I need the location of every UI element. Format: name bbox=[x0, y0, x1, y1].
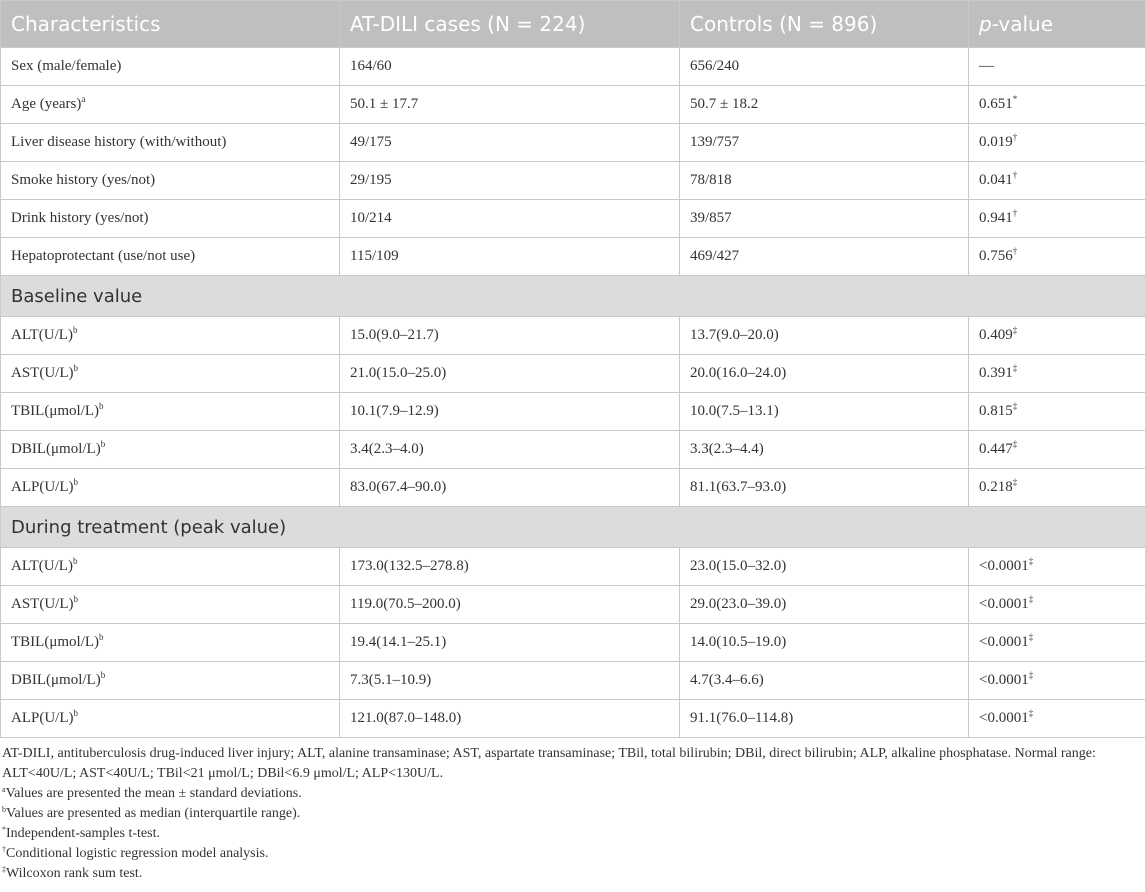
p-value-text: <0.0001 bbox=[979, 596, 1029, 612]
controls-value bbox=[680, 200, 969, 238]
p-value-footnote-mark: ‡ bbox=[1012, 401, 1018, 411]
p-value bbox=[969, 86, 1145, 124]
row-label-text: DBIL(μmol/L) bbox=[11, 672, 101, 688]
controls-value-text: 656/240 bbox=[690, 58, 740, 74]
cases-value-text: 49/175 bbox=[350, 134, 392, 150]
p-value bbox=[969, 355, 1145, 393]
p-value-text: 0.041 bbox=[979, 172, 1013, 188]
cases-value-text: 173.0(132.5–278.8) bbox=[350, 558, 469, 574]
row-label-footnote-mark: b bbox=[73, 708, 78, 718]
section-header-baseline-label: Baseline value bbox=[1, 276, 1145, 317]
row-label bbox=[1, 317, 340, 355]
footnote-star bbox=[2, 824, 1143, 844]
p-value bbox=[969, 317, 1145, 355]
controls-value-text: 81.1(63.7–93.0) bbox=[690, 479, 787, 495]
controls-value bbox=[680, 469, 969, 507]
p-value-footnote-mark: † bbox=[1012, 208, 1018, 218]
table-header-row bbox=[1, 1, 1145, 48]
header-p-value bbox=[969, 1, 1145, 48]
controls-value-text: 50.7 ± 18.2 bbox=[690, 96, 759, 112]
p-value-text: <0.0001 bbox=[979, 710, 1029, 726]
cases-value bbox=[340, 393, 680, 431]
cases-value bbox=[340, 238, 680, 276]
p-value-footnote-mark: ‡ bbox=[1012, 477, 1018, 487]
row-label-text: Hepatoprotectant (use/not use) bbox=[11, 248, 196, 264]
table-row bbox=[1, 86, 1145, 124]
table-row bbox=[1, 48, 1145, 86]
p-value-footnote-mark: ‡ bbox=[1012, 325, 1018, 335]
row-label-footnote-mark: b bbox=[73, 363, 78, 373]
table-row bbox=[1, 548, 1145, 586]
cases-value bbox=[340, 162, 680, 200]
controls-value bbox=[680, 431, 969, 469]
row-label-text: Liver disease history (with/without) bbox=[11, 134, 227, 150]
p-value-footnote-mark: ‡ bbox=[1028, 708, 1034, 718]
cases-value bbox=[340, 548, 680, 586]
p-value-text: <0.0001 bbox=[979, 672, 1029, 688]
row-label bbox=[1, 624, 340, 662]
row-label bbox=[1, 86, 340, 124]
row-label-text: ALT(U/L) bbox=[11, 558, 73, 574]
p-value-text: 0.447 bbox=[979, 441, 1013, 457]
row-label-text: TBIL(μmol/L) bbox=[11, 634, 100, 650]
table-row bbox=[1, 393, 1145, 431]
row-label-footnote-mark: a bbox=[81, 94, 86, 104]
cases-value bbox=[340, 200, 680, 238]
table-row bbox=[1, 662, 1145, 700]
p-value-text: 0.218 bbox=[979, 479, 1013, 495]
cases-value bbox=[340, 662, 680, 700]
controls-value bbox=[680, 355, 969, 393]
header-p-italic: p bbox=[979, 12, 992, 36]
p-value-footnote-mark: ‡ bbox=[1012, 439, 1018, 449]
table-row bbox=[1, 124, 1145, 162]
p-value-footnote-mark: * bbox=[1012, 94, 1018, 104]
row-label-footnote-mark: b bbox=[72, 556, 78, 566]
row-label bbox=[1, 662, 340, 700]
footnote-b-text: Values are presented as median (interquartile range). bbox=[6, 806, 301, 821]
row-label-footnote-mark: b bbox=[73, 477, 78, 487]
cases-value bbox=[340, 431, 680, 469]
controls-value-text: 78/818 bbox=[690, 172, 732, 188]
row-label-footnote-mark: b bbox=[99, 632, 104, 642]
p-value bbox=[969, 393, 1145, 431]
controls-value-text: 23.0(15.0–32.0) bbox=[690, 558, 787, 574]
controls-value bbox=[680, 124, 969, 162]
controls-value bbox=[680, 238, 969, 276]
cases-value-text: 10.1(7.9–12.9) bbox=[350, 403, 439, 419]
row-label bbox=[1, 124, 340, 162]
footnote-dagger-mark: † bbox=[2, 845, 6, 854]
row-label-footnote-mark: b bbox=[72, 325, 78, 335]
row-label bbox=[1, 469, 340, 507]
p-value-text: 0.941 bbox=[979, 210, 1013, 226]
footnote-a bbox=[2, 784, 1143, 804]
p-value-footnote-mark: ‡ bbox=[1028, 670, 1034, 680]
section-header-baseline bbox=[1, 276, 1145, 317]
row-label bbox=[1, 431, 340, 469]
table-row bbox=[1, 317, 1145, 355]
header-p-rest: -value bbox=[991, 12, 1054, 36]
row-label-text: Sex (male/female) bbox=[11, 58, 122, 74]
row-label-text: Smoke history (yes/not) bbox=[11, 172, 156, 188]
cases-value-text: 7.3(5.1–10.9) bbox=[350, 672, 432, 688]
row-label bbox=[1, 238, 340, 276]
cases-value-text: 115/109 bbox=[350, 248, 399, 264]
cases-value bbox=[340, 124, 680, 162]
p-value-text: 0.651 bbox=[979, 96, 1013, 112]
p-value-text: 0.815 bbox=[979, 403, 1013, 419]
footnote-star-mark: * bbox=[2, 825, 6, 834]
cases-value-text: 121.0(87.0–148.0) bbox=[350, 710, 462, 726]
row-label-text: Age (years) bbox=[11, 96, 82, 112]
table-row bbox=[1, 200, 1145, 238]
p-value bbox=[969, 238, 1145, 276]
p-value-footnote-mark: ‡ bbox=[1028, 632, 1034, 642]
row-label-text: TBIL(μmol/L) bbox=[11, 403, 100, 419]
p-value-text: 0.409 bbox=[979, 327, 1013, 343]
p-value-text: 0.019 bbox=[979, 134, 1013, 150]
row-label-text: ALP(U/L) bbox=[11, 479, 74, 495]
cases-value bbox=[340, 317, 680, 355]
p-value-footnote-mark: † bbox=[1012, 246, 1018, 256]
row-label bbox=[1, 700, 340, 738]
p-value bbox=[969, 548, 1145, 586]
controls-value bbox=[680, 393, 969, 431]
cases-value-text: 164/60 bbox=[350, 58, 392, 74]
controls-value bbox=[680, 48, 969, 86]
p-value bbox=[969, 624, 1145, 662]
row-label-footnote-mark: b bbox=[99, 401, 104, 411]
p-value-text: <0.0001 bbox=[979, 634, 1029, 650]
footnote-star-text: Independent-samples t-test. bbox=[6, 826, 160, 841]
row-label-footnote-mark: b bbox=[100, 439, 106, 449]
cases-value-text: 21.0(15.0–25.0) bbox=[350, 365, 447, 381]
controls-value bbox=[680, 548, 969, 586]
table-row bbox=[1, 238, 1145, 276]
controls-value-text: 139/757 bbox=[690, 134, 740, 150]
row-label bbox=[1, 548, 340, 586]
controls-value bbox=[680, 624, 969, 662]
row-label-text: ALP(U/L) bbox=[11, 710, 74, 726]
p-value bbox=[969, 662, 1145, 700]
cases-value bbox=[340, 586, 680, 624]
table-body bbox=[1, 48, 1145, 738]
table-row bbox=[1, 586, 1145, 624]
row-label bbox=[1, 393, 340, 431]
section-header-treatment bbox=[1, 507, 1145, 548]
cases-value bbox=[340, 355, 680, 393]
p-value bbox=[969, 200, 1145, 238]
controls-value-text: 29.0(23.0–39.0) bbox=[690, 596, 787, 612]
footnote-abbreviations: AT-DILI, antituberculosis drug-induced liver injury; ALT, alanine transaminase; AST, aspartate transaminase; TBil, total bilirubin; DBil, direct bilirubin; ALP, alkaline phosphatase. Normal range: ALT<40U/L; AST<40U/L; TBil<21 μmol/L; DBil<6.9 μmol/L; ALP<130U/L. bbox=[2, 746, 1096, 781]
controls-value-text: 39/857 bbox=[690, 210, 732, 226]
footnote-double-dagger bbox=[2, 864, 1143, 884]
controls-value bbox=[680, 662, 969, 700]
p-value-footnote-mark: ‡ bbox=[1028, 594, 1034, 604]
cases-value bbox=[340, 700, 680, 738]
row-label-text: DBIL(μmol/L) bbox=[11, 441, 101, 457]
table-row bbox=[1, 624, 1145, 662]
p-value bbox=[969, 48, 1145, 86]
cases-value bbox=[340, 624, 680, 662]
p-value-text: 0.391 bbox=[979, 365, 1013, 381]
controls-value-text: 91.1(76.0–114.8) bbox=[690, 710, 794, 726]
footnote-dagger-text: Conditional logistic regression model analysis. bbox=[6, 846, 269, 861]
table-footnotes bbox=[0, 738, 1145, 884]
footnote-b bbox=[2, 804, 1143, 824]
p-value-text: — bbox=[979, 58, 994, 74]
controls-value-text: 13.7(9.0–20.0) bbox=[690, 327, 779, 343]
table-row bbox=[1, 355, 1145, 393]
row-label bbox=[1, 200, 340, 238]
cases-value bbox=[340, 469, 680, 507]
header-controls: Controls (N = 896) bbox=[680, 1, 969, 48]
cases-value-text: 15.0(9.0–21.7) bbox=[350, 327, 439, 343]
section-header-treatment-label: During treatment (peak value) bbox=[1, 507, 1145, 548]
p-value-footnote-mark: ‡ bbox=[1012, 363, 1018, 373]
row-label bbox=[1, 48, 340, 86]
row-label-text: AST(U/L) bbox=[11, 365, 74, 381]
footnote-b-mark: b bbox=[2, 805, 6, 814]
controls-value-text: 14.0(10.5–19.0) bbox=[690, 634, 787, 650]
footnote-a-text: Values are presented the mean ± standard deviations. bbox=[5, 786, 302, 801]
cases-value bbox=[340, 48, 680, 86]
header-characteristics: Characteristics bbox=[1, 1, 340, 48]
p-value-text: 0.756 bbox=[979, 248, 1013, 264]
cases-value-text: 19.4(14.1–25.1) bbox=[350, 634, 447, 650]
row-label-text: AST(U/L) bbox=[11, 596, 74, 612]
row-label bbox=[1, 586, 340, 624]
footnote-a-mark: a bbox=[2, 785, 6, 794]
cases-value-text: 83.0(67.4–90.0) bbox=[350, 479, 447, 495]
controls-value bbox=[680, 86, 969, 124]
controls-value bbox=[680, 586, 969, 624]
p-value bbox=[969, 586, 1145, 624]
p-value bbox=[969, 469, 1145, 507]
table-row bbox=[1, 469, 1145, 507]
cases-value-text: 3.4(2.3–4.0) bbox=[350, 441, 424, 457]
footnote-dagger bbox=[2, 844, 1143, 864]
row-label-text: ALT(U/L) bbox=[11, 327, 73, 343]
row-label-footnote-mark: b bbox=[100, 670, 106, 680]
p-value-text: <0.0001 bbox=[979, 558, 1029, 574]
p-value bbox=[969, 431, 1145, 469]
controls-value-text: 10.0(7.5–13.1) bbox=[690, 403, 779, 419]
cases-value-text: 29/195 bbox=[350, 172, 392, 188]
p-value-footnote-mark: † bbox=[1012, 132, 1018, 142]
p-value bbox=[969, 162, 1145, 200]
cases-value-text: 10/214 bbox=[350, 210, 392, 226]
controls-value-text: 469/427 bbox=[690, 248, 740, 264]
controls-value bbox=[680, 162, 969, 200]
row-label bbox=[1, 355, 340, 393]
controls-value bbox=[680, 317, 969, 355]
controls-value-text: 4.7(3.4–6.6) bbox=[690, 672, 764, 688]
controls-value-text: 3.3(2.3–4.4) bbox=[690, 441, 764, 457]
cases-value-text: 50.1 ± 17.7 bbox=[350, 96, 419, 112]
table-row bbox=[1, 162, 1145, 200]
row-label bbox=[1, 162, 340, 200]
p-value-footnote-mark: † bbox=[1012, 170, 1018, 180]
controls-value bbox=[680, 700, 969, 738]
row-label-footnote-mark: b bbox=[73, 594, 78, 604]
footnote-double-dagger-text: Wilcoxon rank sum test. bbox=[6, 866, 143, 881]
cases-value bbox=[340, 86, 680, 124]
table-row bbox=[1, 700, 1145, 738]
header-cases: AT-DILI cases (N = 224) bbox=[340, 1, 680, 48]
table-row bbox=[1, 431, 1145, 469]
p-value bbox=[969, 700, 1145, 738]
controls-value-text: 20.0(16.0–24.0) bbox=[690, 365, 787, 381]
footnote-double-dagger-mark: ‡ bbox=[2, 865, 6, 874]
row-label-text: Drink history (yes/not) bbox=[11, 210, 149, 226]
cases-value-text: 119.0(70.5–200.0) bbox=[350, 596, 461, 612]
p-value-footnote-mark: ‡ bbox=[1028, 556, 1034, 566]
p-value bbox=[969, 124, 1145, 162]
